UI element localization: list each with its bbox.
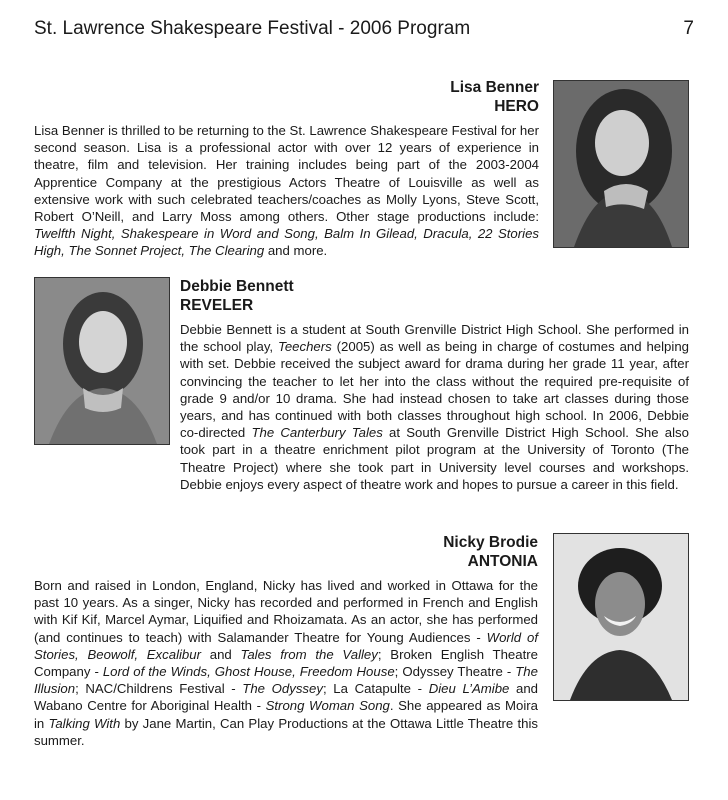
page-header	[34, 18, 694, 46]
actor-name: Debbie Bennett	[180, 278, 294, 295]
text-run: Debbie Bennett is a student at South Grenville District High School. She performed in the school play,	[180, 322, 689, 355]
nicky-brodie-photo	[553, 533, 689, 701]
bio-debbie-bennett	[180, 277, 689, 493]
italic-title: Teechers	[277, 339, 332, 355]
text-run: at South Grenville District High School. She also took part in a theatre enrichment pilot program at the University of Toronto (The Theatre Project) where she took part in University level courses and workshops. Debbie enjoys every aspect of theatre work and hopes to pursue a career in this field.	[180, 425, 689, 492]
italic-title: Dieu L’Amibe	[428, 681, 510, 697]
bio-text	[34, 577, 538, 749]
bio-lisa-benner	[34, 78, 539, 260]
text-run: Born and raised in London, England, Nicky has lived and worked in Ottawa for the past 10 years. As a singer, Nicky has recorded and performed in French and English with Kif Kif, Marcel Aymar, Liquified and Rhoizamata. As an actor, she has performed (and continues to teach) with Salamander Theatre for Young Audiences -	[34, 578, 538, 645]
bio-text	[180, 321, 689, 493]
italic-title: Strong Woman Song	[265, 698, 390, 714]
text-run: . She appeared as Moira in	[34, 698, 539, 731]
page-number: 7	[683, 18, 694, 39]
bio-nicky-brodie	[34, 533, 538, 749]
actor-name: Nicky Brodie	[443, 534, 538, 551]
italic-title: The Canterbury Tales	[251, 425, 383, 441]
text-run: ; Broken English Theatre Company -	[34, 646, 538, 680]
text-run: (2005) as well as being in charge of costumes and helping with set. Debbie received the subject award for drama during her grade 11 year, after convincing the teacher to let her into the class without the required pre-requisite of grade 9 and/or 10 drama. She had instead chosen to take art classes during those years, and has continued with both classes throughout high school. In 2006, Debbie co-directed	[180, 339, 689, 441]
text-run: and more.	[264, 243, 328, 259]
role-name: REVELER	[180, 297, 254, 314]
text-run: ; La Catapulte -	[322, 681, 429, 697]
text-run: Lisa Benner is thrilled to be returning to the St. Lawrence Shakespeare Festival for her second season. Lisa is a professional actor with over 12 years of experience in theatre, film and television. Her training includes being part of the 2003-2004 Apprentice Company at the prestigious Actors Theatre of Louisville as well as extensive work with such celebrated teachers/coaches as Molly Lyons, Steve Scott, Robert O’Neill, and Larry Moss among others. Other stage productions include:	[34, 123, 539, 225]
text-run: ; Odyssey Theatre -	[394, 664, 516, 680]
text-run: and	[201, 646, 241, 662]
text-run: by Jane Martin, Can Play Productions at the Ottawa Little Theatre this summer.	[34, 715, 538, 748]
program-title: St. Lawrence Shakespeare Festival - 2006 Program	[34, 18, 471, 39]
italic-title: World of Stories, Beowolf, Excalibur	[34, 629, 538, 662]
italic-title: The Illusion	[34, 664, 538, 697]
text-run: and Wabano Centre for Aboriginal Health -	[34, 681, 538, 714]
italic-title: Lord of the Winds, Ghost House, Freedom House	[102, 664, 395, 680]
role-name: ANTONIA	[467, 553, 538, 570]
debbie-bennett-photo	[34, 277, 170, 445]
italic-title: Talking With	[48, 715, 121, 731]
italic-title: The Odyssey	[242, 681, 323, 697]
role-name: HERO	[494, 98, 539, 115]
lisa-benner-photo	[553, 80, 689, 248]
bio-text	[34, 122, 539, 260]
text-run: ; NAC/Childrens Festival -	[75, 681, 243, 697]
italic-title: Tales from the Valley	[240, 646, 378, 662]
italic-title: Twelfth Night, Shakespeare in Word and Song, Balm In Gilead, Dracula, 22 Stories High, The Sonnet Project, The Clearing	[34, 226, 539, 259]
actor-name: Lisa Benner	[450, 79, 539, 96]
